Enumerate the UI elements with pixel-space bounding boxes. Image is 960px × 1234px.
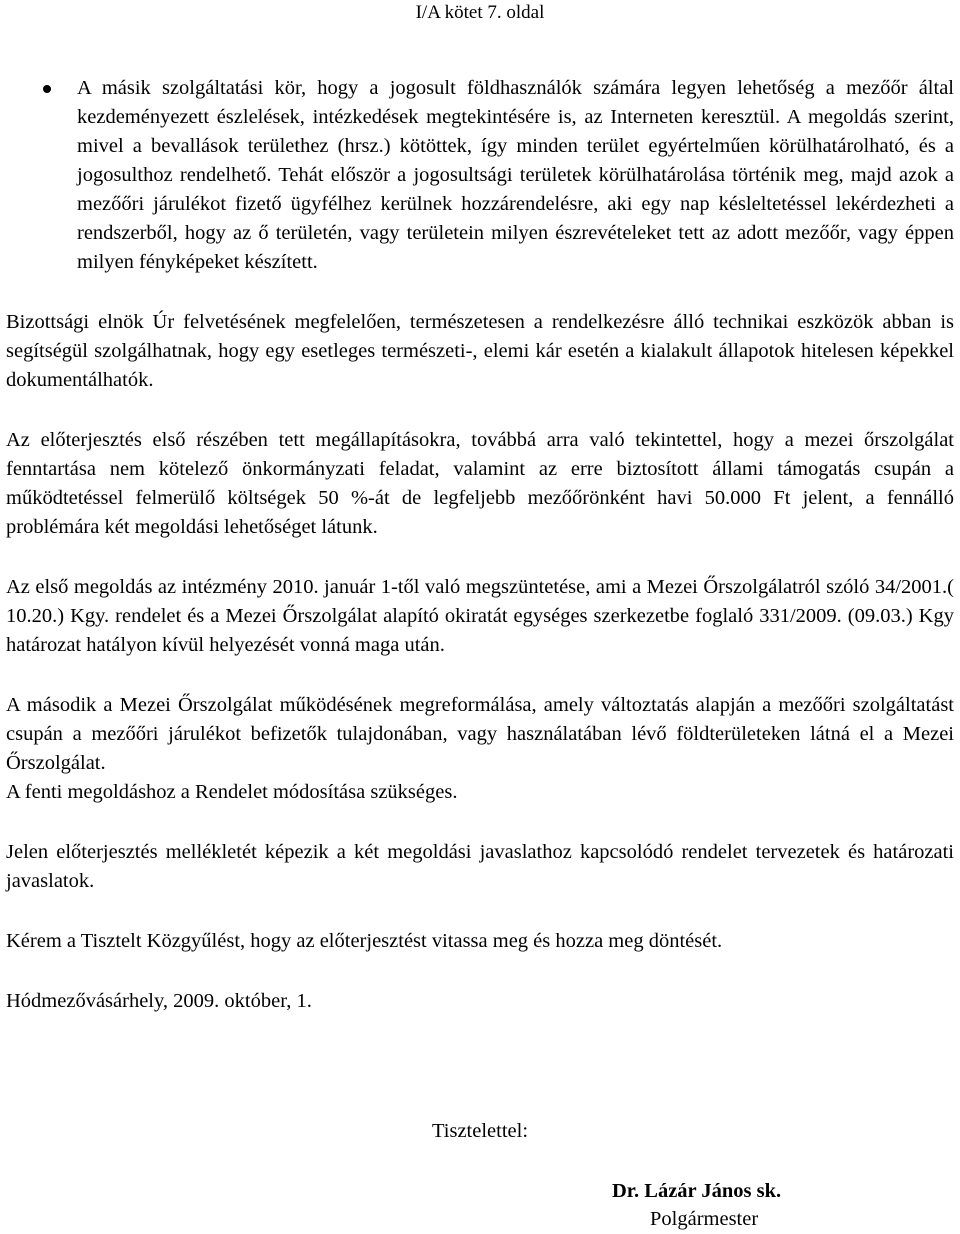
paragraph-attachments: Jelen előterjesztés mellékletét képezik a két megoldási javaslathoz kapcsolódó rendelet tervezetek és határozati javaslatok.	[6, 841, 954, 892]
page-header	[6, 0, 954, 26]
page-reference: I/A kötet 7. oldal	[415, 2, 545, 23]
place-date: Hódmezővásárhely, 2009. október, 1.	[6, 990, 312, 1012]
bullet-item	[6, 74, 954, 277]
paragraph-chairman-remark: Bizottsági elnök Úr felvetésének megfelelően, természetesen a rendelkezésre álló technikai eszközök abban is segítségül szolgálhatnak, hogy egy esetleges természeti-, elemi kár esetén a kialakult állapotok hitelesen képekkel dokumentálhatók.	[6, 311, 954, 391]
bullet-icon	[43, 85, 51, 93]
bullet-paragraph: A másik szolgáltatási kör, hogy a jogosult földhasználók számára legyen lehetőség a mezőőr által kezdeményezett észlelések, intézkedések megtekintésére is, az Interneten keresztül. A megoldás szerint, mivel a bevallások területhez (hrsz.) kötöttek, így minden terület egyértelműen körülhatárolható, és a jogosulthoz rendelhető. Tehát először a jogosultsági területek körülhatárolása történik meg, majd azok a mezőőri járulékot fizető ügyfélhez kerülnek hozzárendelésre, aki egy nap késleltetéssel lekérdezheti a rendszerből, hogy az ő területén, vagy területein milyen észrevételeket tett az adott mezőőr, vagy éppen milyen fényképeket készített.	[77, 77, 954, 273]
closing-greeting: Tisztelettel:	[431, 1120, 529, 1142]
signer-title: Polgármester	[650, 1208, 759, 1230]
paragraph-second-solution: A második a Mezei Őrszolgálat működésének megreformálása, amely változtatás alapján a mezőőri szolgáltatást csupán a mezőőri járulékot befizetők tulajdonában, vagy használatában lévő földterületeken látná el a Mezei Őrszolgálat.	[6, 694, 954, 774]
paragraph-first-solution: Az első megoldás az intézmény 2010. január 1-től való megszüntetése, ami a Mezei Őrszolgálatról szóló 34/2001.( 10.20.) Kgy. rendelet és a Mezei Őrszolgálat alapító okiratát egységes szerkezetbe foglaló 331/2009. (09.03.) Kgy határozat hatályon kívül helyezését vonná maga után.	[6, 576, 954, 656]
paragraph-request: Kérem a Tisztelt Közgyűlést, hogy az előterjesztést vitassa meg és hozza meg döntését.	[6, 930, 723, 952]
document-page	[6, 0, 954, 1016]
paragraph-findings: Az előterjesztés első részében tett megállapításokra, továbbá arra való tekintettel, hogy a mezei őrszolgálat fenntartása nem kötelező önkormányzati feladat, valamint az erre biztosított állami támogatás csupán a működtetéssel felmerülő költségek 50 %-át de legfeljebb mezőőrönként havi 50.000 Ft jelent, a fennálló problémára két megoldási lehetőséget látunk.	[6, 429, 954, 538]
paragraph-regulation-change: A fenti megoldáshoz a Rendelet módosítása szükséges.	[6, 781, 458, 803]
signer-name: Dr. Lázár János sk.	[612, 1180, 782, 1202]
